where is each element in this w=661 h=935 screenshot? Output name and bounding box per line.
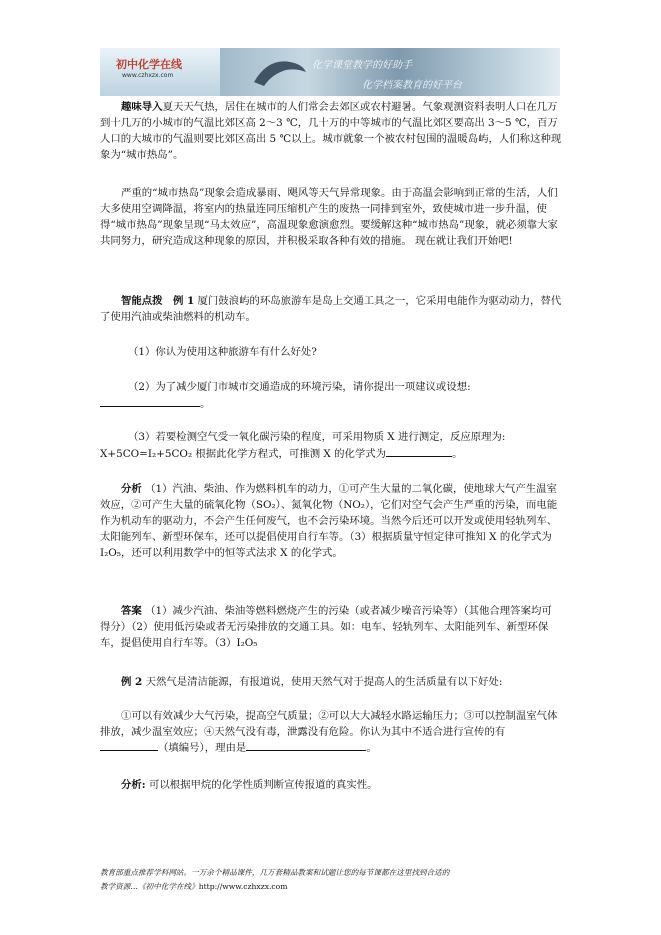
footer-url[interactable]: http://www.czhxzx.com — [198, 882, 288, 891]
question-3-equation — [100, 446, 562, 462]
intro-heading: 趣味导入 — [121, 101, 163, 113]
site-url[interactable]: www.czhxzx.com — [122, 72, 174, 79]
example-1-analysis — [100, 481, 562, 561]
example-1-answer — [100, 603, 562, 651]
banner-slogan-2: 化学档案教育的好平台 — [362, 80, 462, 91]
analysis-label: 分析 — [121, 483, 142, 495]
dolphin-icon — [250, 52, 310, 92]
header-banner — [100, 48, 560, 96]
site-logo[interactable]: 初中化学在线 — [116, 58, 182, 71]
footer-line-1: 教育部重点推荐学科网站。一万余个精品课件，几万套精品教案和试题让您的每节课都在这里找到合适的 — [100, 868, 450, 877]
statements-mid: （填编号），理由是 — [158, 742, 247, 754]
example-2-text: 天然气是清洁能源，有报道说，使用天然气对于提高人的生活质量有以下好处: — [145, 676, 503, 688]
answer-label: 答案 — [121, 605, 142, 617]
statements-text: ①可以有效减少大气污染，提高空气质量；②可以大大减轻水路运输压力；③可以控制温室气体排放，减少温室效应；④天然气没有毒，泄露没有危险。你认为其中不适合进行宣传的有 — [100, 710, 558, 738]
footer-site-name: 教学资源…《初中化学在线》 — [100, 882, 199, 891]
footer-line-2 — [100, 880, 562, 894]
reaction-equation: X+5CO=I₂+5CO₂ 根据此化学方程式，可推测 X 的化学式为 — [100, 448, 387, 460]
example-1-text: 厦门鼓浪屿的环岛旅游车是岛上交通工具之一，它采用电能作为驱动动力，替代了使用汽油或柴油燃料的机动车。 — [100, 295, 562, 323]
intro-text: 夏天天气热，居住在城市的人们常会去郊区或农村避暑。气象观测资料表明人口在几万到十几万的小城市的气温比郊区高 2～3 ℃，几十万的中等城市的气温比郊区要高出 3～5 ℃，百万人口的大城市的气温则要比郊区高出 5 ℃以上。城市就象一个被农村包围的温暖岛屿，人们称这种现象为“城市热岛”。 — [100, 101, 562, 161]
page-footer — [100, 866, 562, 894]
answer-blank[interactable] — [386, 446, 452, 457]
banner-slogan-1: 化学课堂教学的好助手 — [312, 60, 412, 71]
analysis-text-2: 可以根据甲烷的化学性质判断宣传报道的真实性。 — [148, 779, 378, 791]
question-3: （3）若要检测空气受一氧化碳污染的程度，可采用物质 X 进行测定，反应原理为: — [128, 431, 506, 443]
analysis-label-2: 分析: — [121, 779, 146, 791]
example-1-heading: 智能点拨 例 1 — [121, 295, 195, 307]
intro-paragraph — [100, 99, 562, 163]
statements-end: 。 — [366, 742, 377, 754]
analysis-text: （1）汽油、柴油、作为燃料机车的动力，①可产生大量的二氧化碳，使地球大气产生温室效应，②可产生大量的硫氧化物（SO₂）、氮氧化物（NO₂），它们对空气会产生严重的污染，而电能作为机动车的驱动力，不会产生任何废气，也不会污染环境。当然今后还可以开发或使用轻轨列车、太阳能列车、新型环保车，还可以提倡使用自行车等。（3）根据质量守恒定律可推知 X 的化学式为 I₂O₅，还可以利用数学中的恒等式法求 X 的化学式。 — [100, 483, 558, 559]
example-2-analysis — [100, 777, 562, 793]
example-1-intro — [100, 293, 562, 325]
question-3-end: 。 — [452, 448, 463, 460]
question-1: （1）你认为使用这种旅游车有什么好处? — [128, 346, 317, 358]
question-2-end: 。 — [200, 398, 211, 410]
answer-blank[interactable] — [100, 740, 158, 751]
example-2-intro — [100, 674, 562, 690]
example-2-heading: 例 2 — [121, 676, 143, 688]
example-2-statements — [100, 708, 562, 756]
answer-text: （1）减少汽油、柴油等燃料燃烧产生的污染（或者减少噪音污染等）（其他合理答案均可得分）（2）使用低污染或者无污染排放的交通工具。如：电车、轻轨列车、太阳能列车、新型环保车，提倡使用自行车等。（3）I₂O₅ — [100, 605, 552, 649]
reason-blank[interactable] — [246, 740, 366, 751]
intro-paragraph-2: 严重的“城市热岛”现象会造成暴雨、飓风等天气异常现象。由于高温会影响到正常的生活，人们大多使用空调降温，将室内的热量连同压缩机产生的废热一同排到室外，致使城市进一步升温，使得“城市热岛”现象呈现“马太效应”，高温现象愈演愈烈。要缓解这种“城市热岛”现象，就必须靠大家共同努力，研究造成这种现象的原因，并积极采取各种有效的措施。 现在就让我们开始吧! — [100, 187, 558, 247]
question-2: （2）为了减少厦门市城市交通造成的环境污染，请你提出一项建议或设想: — [128, 381, 471, 393]
question-2-answer-line — [100, 396, 562, 412]
answer-blank[interactable] — [100, 396, 200, 407]
